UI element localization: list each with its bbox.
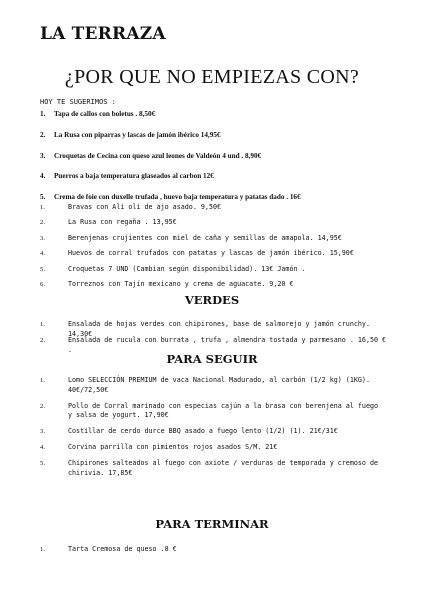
item-text: Puerros a baja temperatura glaseados al carbon 12€ <box>54 172 214 181</box>
featured-item <box>40 152 390 173</box>
list-item <box>40 402 384 421</box>
item-text: Berenjenas crujientes con miel de caña y semillas de amapola. 14,95€ <box>68 233 342 242</box>
item-text: Pollo de Corral marinado con especias cajún a la brasa con berenjena al fuego y salsa de yogurt. 17,90€ <box>68 401 379 420</box>
item-number: 2. <box>40 219 46 227</box>
item-number: 1. <box>40 110 46 118</box>
item-text: Corvina parrilla con pimientos rojos asados S/M. 21€ <box>68 443 278 452</box>
terminar-list <box>40 545 390 555</box>
list-item <box>40 203 390 218</box>
item-number: 2. <box>40 402 46 410</box>
item-text: Bravas con Ali oli de ajo asado. 9,50€ <box>68 203 221 211</box>
item-text: Huevos de corral trufados con patatas y lascas de jamón ibérico. 15,90€ <box>68 249 354 258</box>
featured-item <box>40 131 390 152</box>
featured-item <box>40 110 390 131</box>
item-number: 4. <box>40 250 46 258</box>
item-text: Croquetas 7 UND (Cambian según disponibilidad). 13€ Jamón . <box>68 264 306 273</box>
restaurant-name: LA TERRAZA <box>40 24 166 44</box>
item-text: Ensalada de hojas verdes con chipirones, base de salmorejo y jamón crunchy. 14,30€ <box>68 320 370 338</box>
item-number: 1. <box>40 204 46 211</box>
seguir-list <box>40 376 384 485</box>
list-item <box>40 376 384 395</box>
item-text: Costillar de cerdo durce BBQ asado a fuego lento (1/2) (1). 21€/31€ <box>68 427 338 436</box>
item-number: 1. <box>40 321 46 328</box>
item-text: Lomo SELECCIÓN PREMIUM de vaca Nacional Madurado, al carbón (1/2 kg) (1KG). 40€/72,50€ <box>68 376 370 394</box>
item-number: 3. <box>40 428 46 436</box>
item-number: 2. <box>40 130 46 139</box>
featured-list <box>40 110 390 214</box>
featured-item <box>40 172 390 193</box>
item-number: 2. <box>40 337 46 345</box>
item-text: Tapa de callos con boletus . 8,50€ <box>54 110 156 118</box>
item-text: La Rusa con regaña . 13,95€ <box>68 218 177 227</box>
item-number: 6. <box>40 280 46 288</box>
item-number: 3. <box>40 151 46 160</box>
list-item <box>40 265 390 280</box>
verdes-list <box>40 320 390 352</box>
item-number: 1. <box>40 377 46 384</box>
list-item <box>40 545 390 555</box>
item-number: 4. <box>40 444 46 452</box>
section-title-terminar: PARA TERMINAR <box>155 517 269 531</box>
item-text: Tarta Cremosa de queso .8 € <box>68 545 177 553</box>
intro-label: HOY TE SUGERIMOS : <box>40 98 116 106</box>
item-number: 4. <box>40 172 46 181</box>
list-item <box>40 234 390 249</box>
menu-headline: ¿POR QUE NO EMPIEZAS CON? <box>64 66 360 88</box>
item-text: La Rusa con piparras y lascas de jamón ibérico 14,95€ <box>54 130 221 139</box>
item-text: Torreznos con Tajín mexicano y crema de aguacate. 9,20 € <box>68 279 294 288</box>
item-number: 5. <box>40 265 46 273</box>
item-text: Chipirones salteados al fuego con axiote / verduras de temporada y cremoso de chirivia. 17,85€ <box>68 459 379 477</box>
list-item <box>40 443 384 453</box>
item-text: Croquetas de Cecina con queso azul leones de Valdeón 4 und . 8,90€ <box>54 151 262 160</box>
item-text: Ensalada de rucula con burrata , trufa , almendra tostada y parmesano . 16,50 € . <box>68 336 387 354</box>
list-item <box>40 459 384 478</box>
section-title-verdes: VERDES <box>184 293 240 307</box>
item-number: 3. <box>40 234 46 242</box>
item-number: 5. <box>40 460 46 468</box>
item-number: 1. <box>40 546 46 553</box>
item-text: Crema de foie con duxelle trufada , huevo baja temperatura y patatas dado . 16€ <box>54 193 301 202</box>
list-item <box>40 218 390 233</box>
item-number: 5. <box>40 193 46 202</box>
suggested-list <box>40 203 390 295</box>
list-item <box>40 320 390 336</box>
list-item <box>40 427 384 437</box>
section-title-seguir: PARA SEGUIR <box>166 352 258 366</box>
list-item <box>40 336 390 352</box>
list-item <box>40 249 390 264</box>
